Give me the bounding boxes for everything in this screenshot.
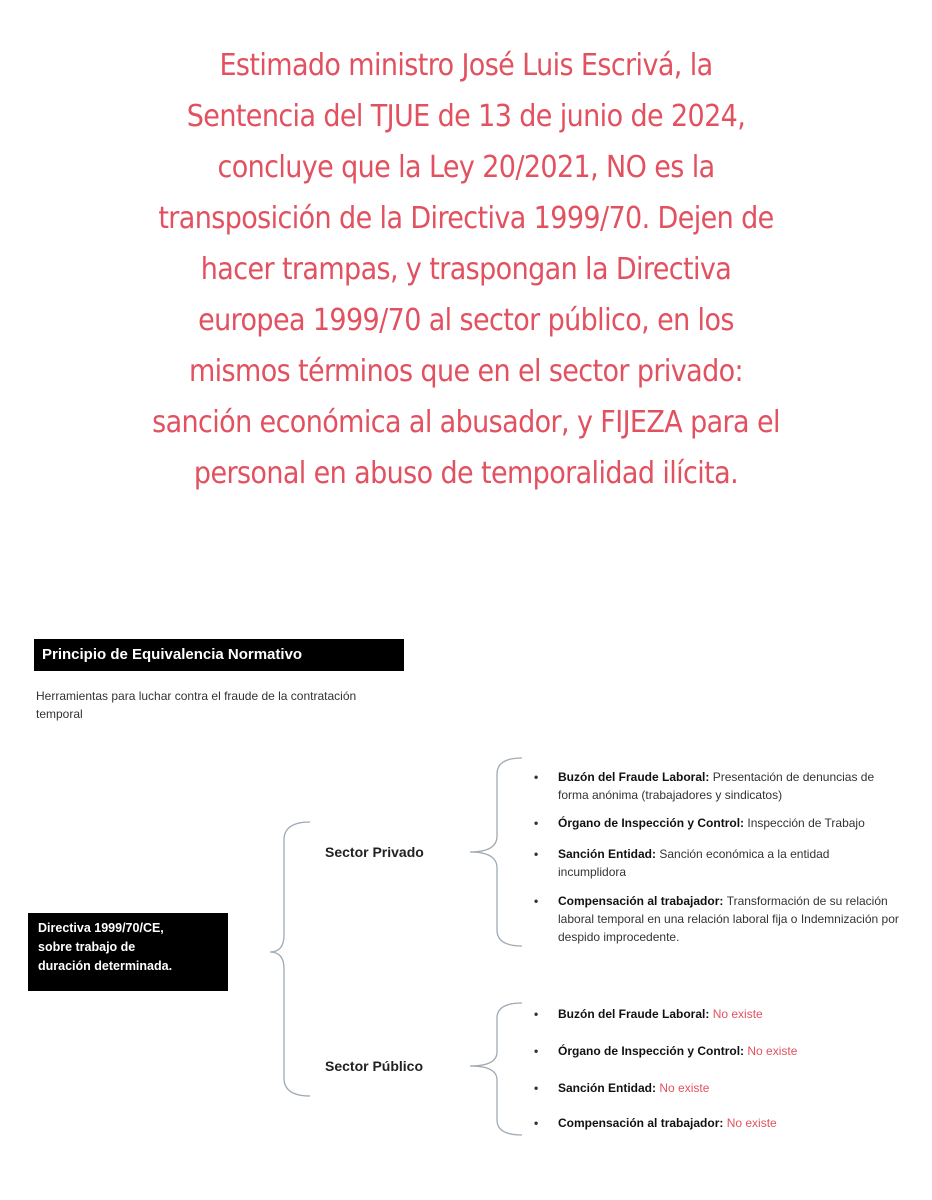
item-term: Sanción Entidad: (558, 1081, 660, 1095)
publico-bracket (470, 1003, 522, 1135)
sector-publico-label: Sector Público (325, 1058, 424, 1074)
directive-line: Directiva 1999/70/CE, (38, 921, 164, 935)
privado-item (534, 768, 908, 804)
item-desc: No existe (659, 1081, 710, 1095)
item-term: Sanción Entidad: (558, 847, 660, 861)
headline-line: Estimado ministro José Luis Escrivá, la (219, 48, 713, 83)
headline-line: personal en abuso de temporalidad ilícita. (193, 456, 739, 491)
bullet-icon: • (534, 770, 539, 784)
item-term: Compensación al trabajador: (558, 894, 727, 908)
publico-item (534, 1005, 763, 1023)
headline-line: transposición de la Directiva 1999/70. Dejen de (158, 201, 774, 236)
bullet-icon: • (534, 1116, 539, 1130)
headline-text (20, 40, 912, 499)
item-desc: Sanción económica a la entidad incumplidora (558, 847, 830, 879)
headline-line: hacer trampas, y traspongan la Directiva (200, 252, 732, 287)
privado-item (534, 892, 913, 946)
item-term: Órgano de Inspección y Control: (558, 816, 748, 830)
item-desc: No existe (726, 1116, 777, 1130)
headline-line: europea 1999/70 al sector público, en los (198, 303, 734, 338)
item-desc: Transformación de su relación laboral temporal en una relación laboral fija o Indemnización por despido improcedente. (558, 894, 899, 944)
bullet-icon: • (534, 847, 539, 861)
headline-line: concluye que la Ley 20/2021, NO es la (217, 150, 715, 185)
bullet-icon: • (534, 1007, 539, 1021)
bullet-icon: • (534, 816, 539, 830)
publico-item (534, 1114, 777, 1132)
privado-item (534, 814, 918, 832)
item-desc: No existe (712, 1007, 763, 1021)
directive-line: sobre trabajo de (38, 940, 136, 954)
privado-bracket (470, 758, 522, 946)
directive-box (28, 913, 228, 991)
bullet-icon: • (534, 1044, 539, 1058)
diagram-title: Principio de Equivalencia Normativo (34, 639, 404, 671)
item-term: Órgano de Inspección y Control: (558, 1044, 748, 1058)
item-desc: Inspección de Trabajo (747, 816, 865, 830)
item-desc: No existe (747, 1044, 798, 1058)
privado-item (534, 845, 858, 881)
item-term: Buzón del Fraude Laboral: (558, 770, 713, 784)
headline-line: sanción económica al abusador, y FIJEZA para el (152, 405, 780, 440)
bullet-icon: • (534, 1081, 539, 1095)
equivalence-diagram (0, 600, 932, 1200)
publico-item (534, 1079, 710, 1097)
sector-privado-label: Sector Privado (325, 844, 424, 860)
diagram-subtitle: Herramientas para luchar contra el fraude de la contratación temporal (36, 689, 357, 721)
headline-line: Sentencia del TJUE de 13 de junio de 2024, (186, 99, 746, 134)
directive-line: duración determinada. (38, 959, 173, 973)
main-bracket (270, 822, 310, 1096)
item-desc: Presentación de denuncias de forma anónima (trabajadores y sindicatos) (558, 770, 875, 802)
headline-line: mismos términos que en el sector privado: (188, 354, 744, 389)
item-term: Buzón del Fraude Laboral: (558, 1007, 713, 1021)
item-term: Compensación al trabajador: (558, 1116, 727, 1130)
bullet-icon: • (534, 894, 539, 908)
publico-item (534, 1042, 798, 1060)
